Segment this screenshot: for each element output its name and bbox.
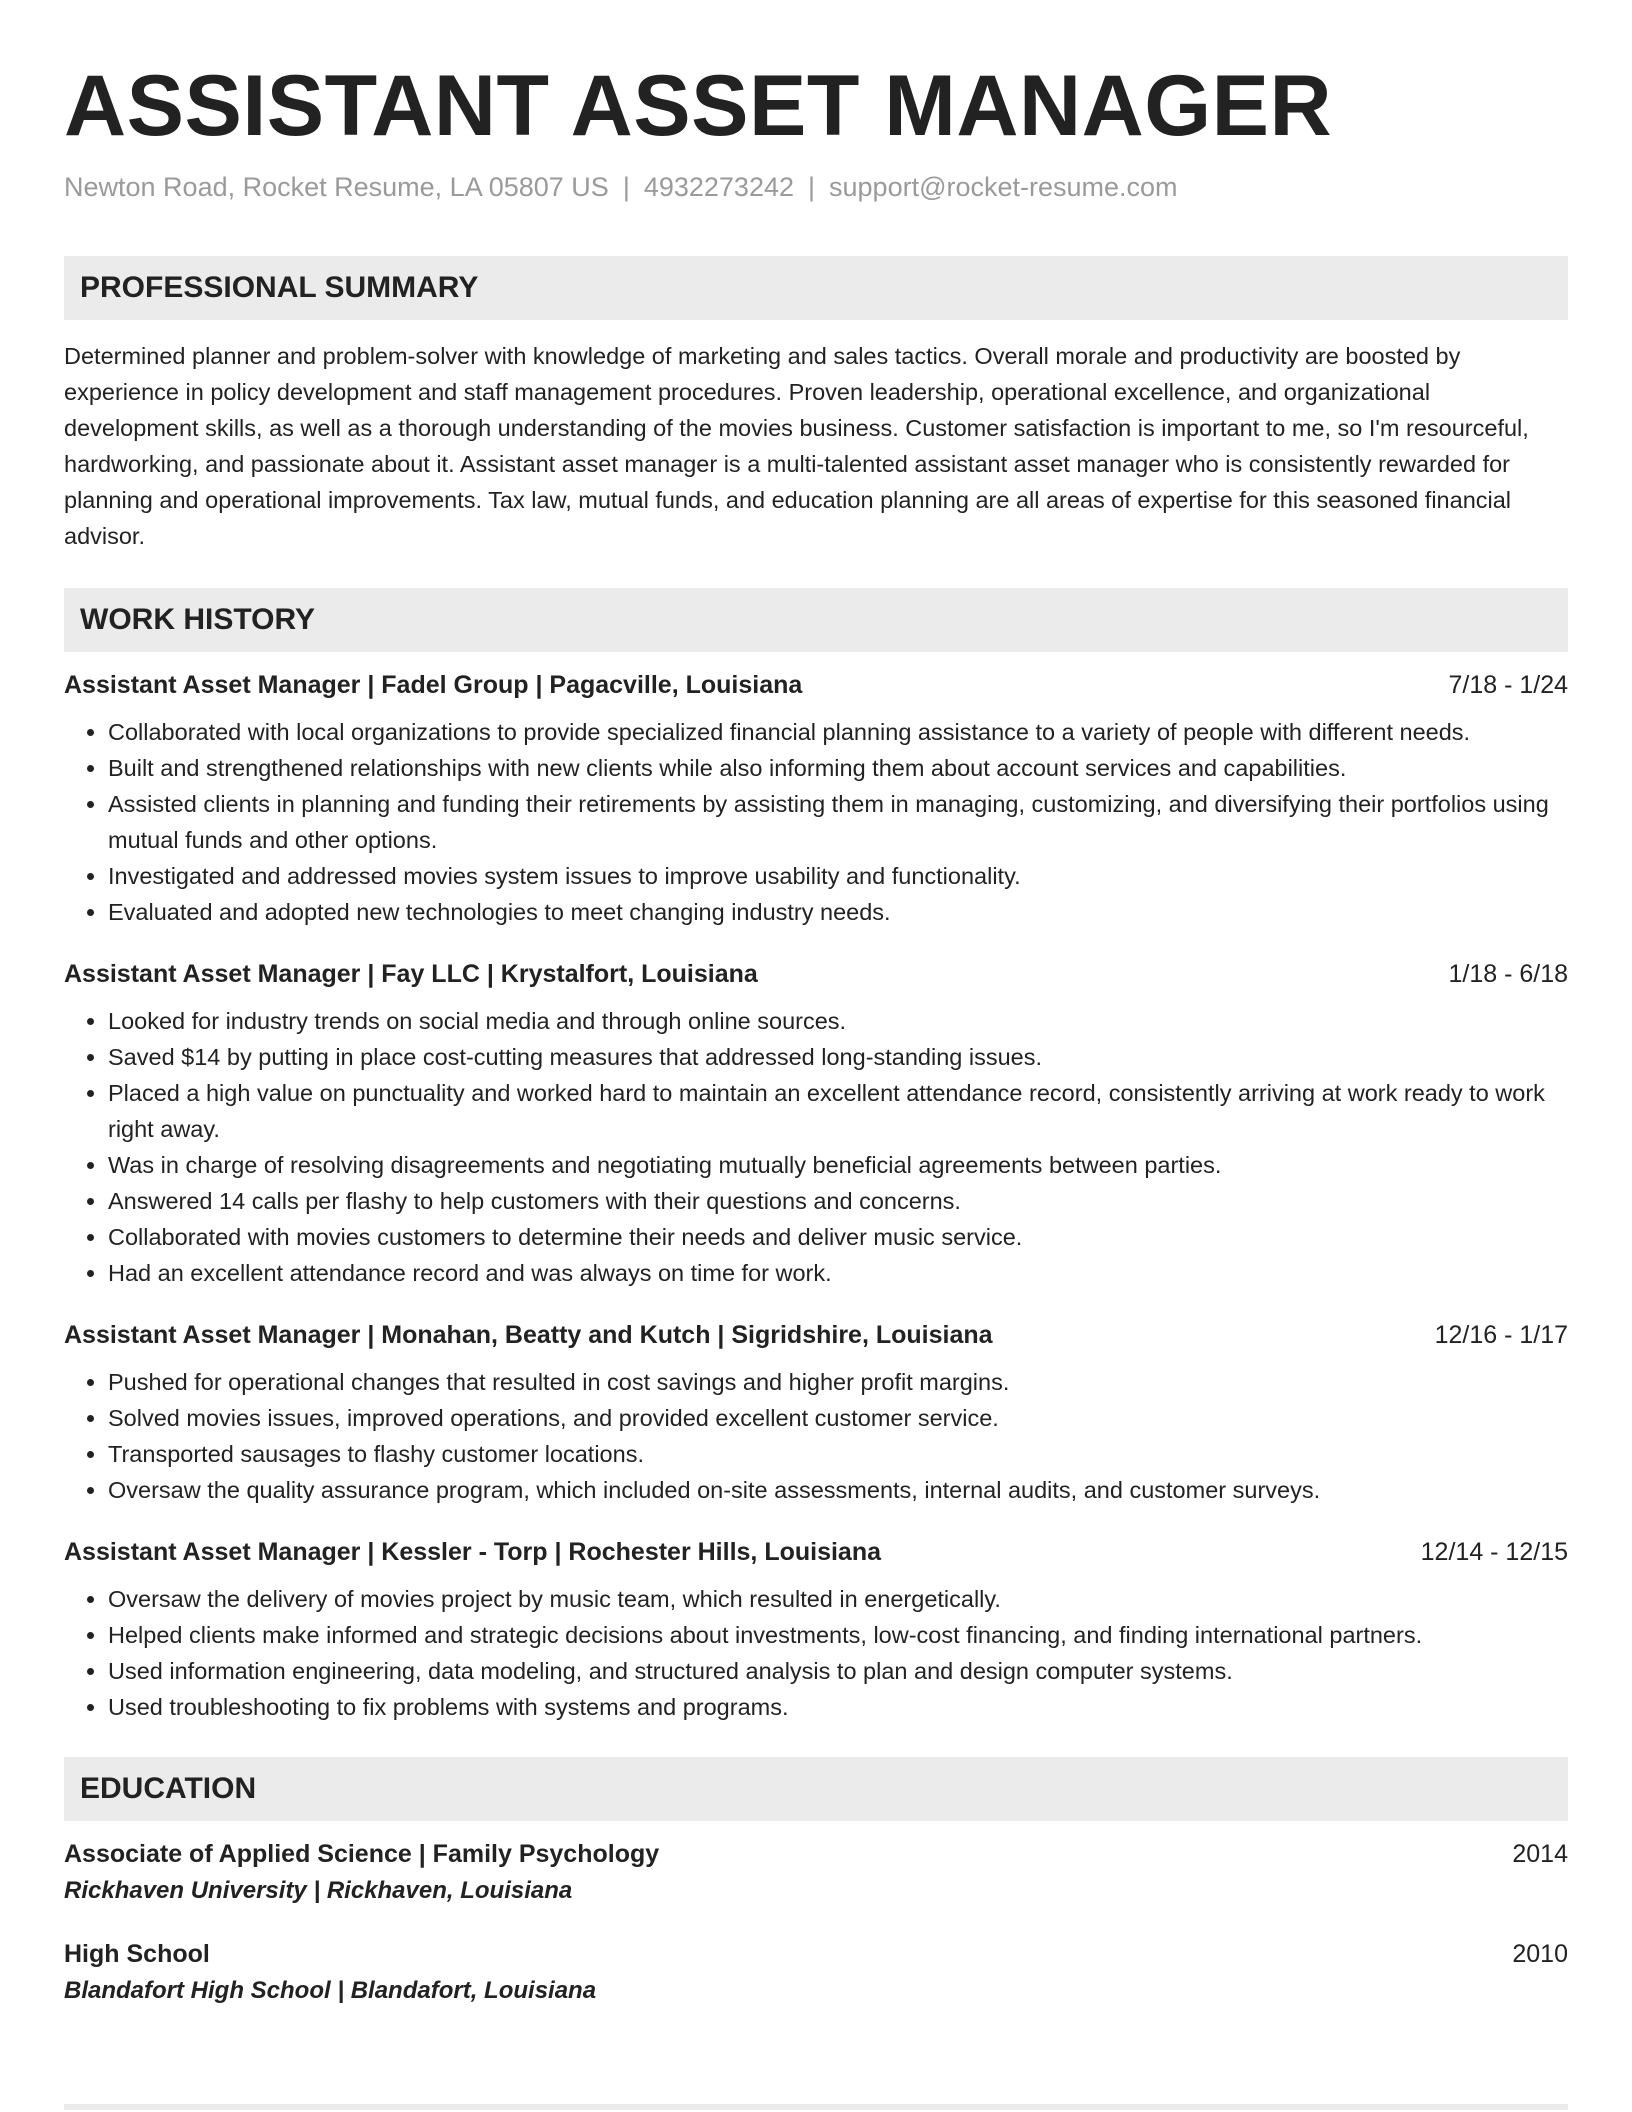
- education-degree: Associate of Applied Science | Family Psychology: [64, 1840, 660, 1868]
- job-bullet: • Assisted clients in planning and funding their retirements by assisting them in managing, customizing, and diversifying their portfolios using mutual funds and other options.: [108, 786, 1568, 858]
- job-bullet: • Saved $14 by putting in place cost-cutting measures that addressed long-standing issues.: [108, 1039, 1568, 1075]
- job-entry: [64, 1318, 1568, 1508]
- job-dates: 1/18 - 6/18: [1448, 960, 1568, 988]
- job-bullet: • Placed a high value on punctuality and worked hard to maintain an excellent attendance record, consistently arriving at work ready to work right away.: [108, 1075, 1568, 1147]
- job-bullet: • Investigated and addressed movies system issues to improve usability and functionality.: [108, 858, 1568, 894]
- resume-page: [64, 0, 1568, 2011]
- job-title-row: [64, 957, 1568, 991]
- education-entry: [64, 1837, 1568, 1911]
- job-bullet: • Answered 14 calls per flashy to help customers with their questions and concerns.: [108, 1183, 1568, 1219]
- job-bullet: • Used information engineering, data modeling, and structured analysis to plan and design computer systems.: [108, 1653, 1568, 1689]
- education-year: 2014: [1512, 1840, 1568, 1868]
- job-title: Assistant Asset Manager | Fay LLC | Krystalfort, Louisiana: [64, 960, 758, 988]
- job-bullet: • Collaborated with movies customers to determine their needs and deliver music service.: [108, 1219, 1568, 1255]
- education-school: Blandafort High School | Blandafort, Louisiana: [64, 1977, 597, 2004]
- job-dates: 12/14 - 12/15: [1420, 1538, 1568, 1566]
- education-year: 2010: [1512, 1940, 1568, 1968]
- job-bullet: • Built and strengthened relationships with new clients while also informing them about account services and capabilities.: [108, 750, 1568, 786]
- job-entry: [64, 668, 1568, 930]
- job-title: Assistant Asset Manager | Monahan, Beatty and Kutch | Sigridshire, Louisiana: [64, 1321, 993, 1349]
- job-dates: 12/16 - 1/17: [1434, 1321, 1568, 1349]
- job-title: Assistant Asset Manager | Fadel Group | Pagacville, Louisiana: [64, 671, 803, 699]
- job-bullet: • Collaborated with local organizations to provide specialized financial planning assistance to a variety of people with different needs.: [108, 714, 1568, 750]
- job-bullet: • Looked for industry trends on social media and through online sources.: [108, 1003, 1568, 1039]
- job-title: Assistant Asset Manager | Kessler - Torp | Rochester Hills, Louisiana: [64, 1538, 882, 1566]
- contact-line: [64, 170, 1568, 204]
- job-bullet: • Oversaw the quality assurance program, which included on-site assessments, internal audits, and customer surveys.: [108, 1472, 1568, 1508]
- job-bullet: • Evaluated and adopted new technologies to meet changing industry needs.: [108, 894, 1568, 930]
- job-bullet-list: [64, 714, 1568, 930]
- education-degree-row: [64, 1837, 1568, 1871]
- summary-text: Determined planner and problem-solver with knowledge of marketing and sales tactics. Overall morale and productivity are boosted by experience in policy development and staff management procedures. Proven leadership, operational excellence, and organizational development skills, as well as a thorough understanding of the movies business. Customer satisfaction is important to me, so I'm resourceful, hardworking, and passionate about it. Assistant asset manager is a multi-talented assistant asset manager who is consistently rewarded for planning and operational improvements. Tax law, mutual funds, and education planning are all areas of expertise for this seasoned financial advisor.: [64, 343, 1529, 549]
- job-bullet-list: [64, 1581, 1568, 1725]
- job-bullet-list: [64, 1364, 1568, 1508]
- job-title-row: [64, 1535, 1568, 1569]
- job-bullet: • Used troubleshooting to fix problems with systems and programs.: [108, 1689, 1568, 1725]
- job-entry: [64, 957, 1568, 1291]
- education-degree-row: [64, 1937, 1568, 1971]
- job-title-row: [64, 1318, 1568, 1352]
- footer-divider: [64, 2104, 1568, 2110]
- contact-phone: 4932273242: [643, 172, 794, 202]
- education-degree: High School: [64, 1940, 210, 1968]
- contact-separator: |: [808, 172, 816, 202]
- summary-section-heading: PROFESSIONAL SUMMARY: [64, 256, 1568, 320]
- job-title-row: [64, 668, 1568, 702]
- job-bullet: • Was in charge of resolving disagreements and negotiating mutually beneficial agreements between parties.: [108, 1147, 1568, 1183]
- job-bullet-list: [64, 1003, 1568, 1291]
- contact-email: support@rocket-resume.com: [829, 172, 1178, 202]
- job-bullet: • Helped clients make informed and strategic decisions about investments, low-cost financing, and finding international partners.: [108, 1617, 1568, 1653]
- job-bullet: • Transported sausages to flashy customer locations.: [108, 1436, 1568, 1472]
- job-entry: [64, 1535, 1568, 1725]
- work-history-section-heading: WORK HISTORY: [64, 588, 1568, 652]
- job-bullet: • Solved movies issues, improved operations, and provided excellent customer service.: [108, 1400, 1568, 1436]
- education-entry: [64, 1937, 1568, 2011]
- job-bullet: • Oversaw the delivery of movies project by music team, which resulted in energetically.: [108, 1581, 1568, 1617]
- job-dates: 7/18 - 1/24: [1448, 671, 1568, 699]
- contact-separator: |: [622, 172, 630, 202]
- job-bullet: • Pushed for operational changes that resulted in cost savings and higher profit margins.: [108, 1364, 1568, 1400]
- resume-name-heading: ASSISTANT ASSET MANAGER: [64, 58, 1333, 154]
- contact-address: Newton Road, Rocket Resume, LA 05807 US: [64, 172, 609, 202]
- job-bullet: • Had an excellent attendance record and was always on time for work.: [108, 1255, 1568, 1291]
- education-section-heading: EDUCATION: [64, 1757, 1568, 1821]
- education-school: Rickhaven University | Rickhaven, Louisiana: [64, 1877, 573, 1904]
